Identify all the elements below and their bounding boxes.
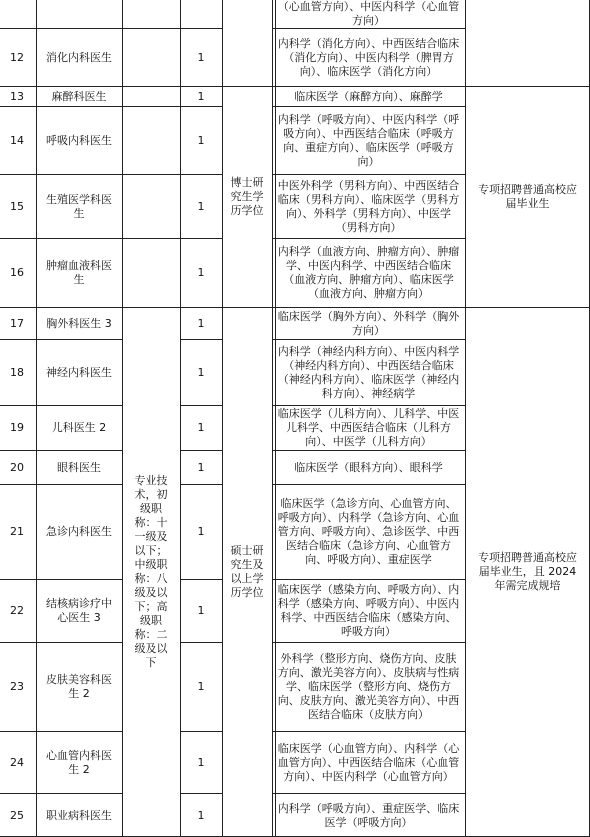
table-hline — [0, 579, 122, 580]
table-hline — [272, 106, 465, 107]
table-hline — [180, 238, 222, 239]
table-hline — [180, 793, 222, 794]
major-requirement: 临床医学（眼科方向）、眼科学 — [294, 460, 443, 474]
major-requirement: 内科学（消化方向）、中西医结合临床（消化方向）、中医内科学（脾胃方向）、临床医学（消化方向） — [277, 36, 460, 78]
row-number: 17 — [10, 316, 24, 330]
table-hline — [180, 106, 222, 107]
table-hline — [0, 642, 122, 643]
hire-count: 1 — [197, 133, 205, 147]
row-number: 21 — [10, 525, 24, 538]
row-number: 25 — [10, 808, 24, 822]
hire-count: 1 — [197, 266, 205, 279]
table-hline — [122, 174, 180, 175]
table-hline — [180, 579, 222, 580]
post-name: 结核病诊疗中心医生 3 — [46, 597, 112, 624]
table-hline — [272, 28, 465, 29]
post-name: 肿瘤血液科医生 — [46, 259, 112, 286]
table-hline — [122, 238, 180, 239]
post-name: 急诊内科医生 — [46, 525, 112, 538]
post-name: 胸外科医生 3 — [46, 316, 112, 330]
post-name: 皮肤美容科医生 2 — [46, 673, 112, 700]
table-hline — [122, 307, 180, 308]
post-name: 儿科医生 2 — [51, 421, 107, 434]
hire-count: 1 — [197, 365, 205, 379]
hire-count: 1 — [197, 316, 205, 330]
post-name: 眼科医生 — [57, 460, 101, 474]
hire-count — [181, 0, 221, 28]
row-number — [0, 0, 36, 28]
table-hline — [272, 450, 465, 451]
table-hline — [0, 86, 122, 87]
table-hline — [272, 731, 465, 732]
hire-count: 1 — [197, 89, 205, 103]
table-hline — [465, 86, 590, 87]
row-number: 22 — [10, 604, 24, 617]
table-hline — [180, 86, 222, 87]
major-requirement: 外科学（整形方向、烧伤方向、皮肤方向、激光美容方向）、皮肤病与性病学、临床医学（整形方向、烧伤方向、皮肤方向、激光美容方向）、中西医结合临床（皮肤方向） — [277, 652, 460, 721]
hire-count: 1 — [197, 199, 205, 213]
table-hline — [180, 642, 222, 643]
table-hline — [272, 86, 465, 87]
table-hline — [180, 450, 222, 451]
table-hline — [222, 307, 272, 308]
hire-count: 1 — [197, 680, 205, 693]
row-number: 15 — [10, 199, 24, 213]
note-master: 专项招聘普通高校应届毕业生，且 2024 年需完成规培 — [478, 551, 577, 592]
row-number: 16 — [10, 266, 24, 279]
table-vline — [465, 0, 466, 837]
table-hline — [180, 339, 222, 340]
major-requirement: 临床医学（儿科方向）、儿科学、中医儿科学、中西医结合临床（儿科方向）、中医学（儿科方向） — [277, 407, 460, 448]
table-hline — [0, 28, 122, 29]
table-hline — [272, 642, 465, 643]
education-doctor: 博士研究生学历学位 — [230, 175, 264, 217]
table-hline — [0, 405, 122, 406]
row-number: 19 — [10, 421, 24, 434]
education-master: 硕士研究生及以上学历学位 — [230, 544, 264, 599]
table-hline — [122, 28, 180, 29]
table-hline — [272, 484, 465, 485]
table-hline — [0, 731, 122, 732]
major-requirement: 临床医学（急诊方向、心血管方向、呼吸方向）、内科学（急诊方向、心血管方向、呼吸方向）、急诊医学、中西医结合临床（急诊方向、心血管方向、呼吸方向）、重症医学 — [277, 497, 460, 566]
hire-count: 1 — [197, 460, 205, 474]
table-hline — [180, 307, 222, 308]
row-number: 18 — [10, 365, 24, 379]
table-hline — [0, 238, 122, 239]
table-hline — [272, 339, 465, 340]
table-hline — [0, 339, 122, 340]
table-hline — [272, 307, 465, 308]
table-hline — [180, 28, 222, 29]
row-number: 12 — [10, 50, 24, 64]
major-requirement: 中医外科学（男科方向）、中西医结合临床（男科方向）、临床医学（男科方向）、外科学（男科方向）、中医学（男科方向） — [277, 178, 460, 234]
table-hline — [122, 106, 180, 107]
row-number: 24 — [10, 755, 24, 769]
major-requirement: 临床医学（感染方向、呼吸方向）、内科学（感染方向、呼吸方向）、中医内科学、中西医结合临床（感染方向、呼吸方向） — [277, 583, 460, 638]
major-requirement: 临床医学（麻醉方向）、麻醉学 — [294, 89, 443, 103]
post-name: 呼吸内科医生 — [46, 133, 112, 147]
table-hline — [122, 86, 180, 87]
major-requirement: 内科学（呼吸方向）、重症医学、临床医学（呼吸方向） — [277, 801, 460, 829]
table-hline — [465, 307, 590, 308]
table-hline — [272, 238, 465, 239]
table-hline — [272, 174, 465, 175]
major-requirement: 内科学（呼吸方向）、中医内科学（呼吸方向）、中西医结合临床（呼吸方向、重症方向）、临床医学（呼吸方向） — [277, 112, 460, 168]
table-hline — [0, 793, 122, 794]
table-vline — [180, 0, 181, 837]
post-name: 麻醉科医生 — [51, 89, 107, 103]
table-vline — [36, 0, 37, 837]
table-hline — [0, 174, 122, 175]
hire-count: 1 — [197, 808, 205, 822]
table-hline — [272, 793, 465, 794]
table-hline — [180, 484, 222, 485]
major-requirement: 临床医学（心血管方向）、内科学（心血管方向）、中西医结合临床（心血管方向）、中医内科学（心血管方向） — [277, 741, 460, 783]
table-hline — [0, 307, 122, 308]
title-level: 专业技术，初级职称：十一级及以下；中级职称：八级及以下；高级职称：二级及以下 — [134, 474, 168, 669]
post-name: 生殖医学科医生 — [46, 192, 112, 220]
hire-count: 1 — [197, 755, 205, 769]
major-requirement: 临床医学（胸外方向）、外科学（胸外方向） — [277, 309, 460, 337]
post-name: 消化内科医生 — [46, 50, 112, 64]
table-vline — [122, 0, 123, 837]
table-hline — [0, 484, 122, 485]
row-number: 20 — [10, 460, 24, 474]
table-hline — [180, 174, 222, 175]
table-hline — [0, 450, 122, 451]
table-hline — [272, 579, 465, 580]
table-vline — [275, 0, 276, 837]
table-hline — [180, 731, 222, 732]
hire-count: 1 — [197, 525, 205, 538]
row-number: 14 — [10, 133, 24, 147]
major-requirement: （心血管方向）、中医内科学（心血管方向） — [277, 0, 460, 27]
table-hline — [0, 106, 122, 107]
post-name: 神经内科医生 — [46, 365, 112, 379]
hire-count: 1 — [197, 604, 205, 617]
post-name: 心血管内科医生 2 — [46, 748, 112, 776]
row-number: 13 — [10, 89, 24, 103]
table-hline — [272, 405, 465, 406]
major-requirement: 内科学（血液方向、肿瘤方向）、肿瘤学、中医内科学、中西医结合临床（血液方向、肿瘤方向）、临床医学（血液方向、肿瘤方向） — [277, 245, 460, 300]
table-vline — [222, 0, 223, 837]
table-hline — [222, 86, 272, 87]
row-number: 23 — [10, 680, 24, 693]
hire-count: 1 — [197, 421, 205, 434]
table-vline — [272, 0, 273, 837]
note-doctor: 专项招聘普通高校应届毕业生 — [478, 182, 577, 210]
post-name — [37, 0, 121, 28]
post-name: 职业病科医生 — [46, 808, 112, 822]
major-requirement: 内科学（神经内科方向）、中医内科学（神经内科方向）、中西医结合临床（神经内科方向）、临床医学（神经内科方向）、神经病学 — [277, 344, 460, 400]
table-hline — [180, 405, 222, 406]
hire-count: 1 — [197, 50, 205, 64]
